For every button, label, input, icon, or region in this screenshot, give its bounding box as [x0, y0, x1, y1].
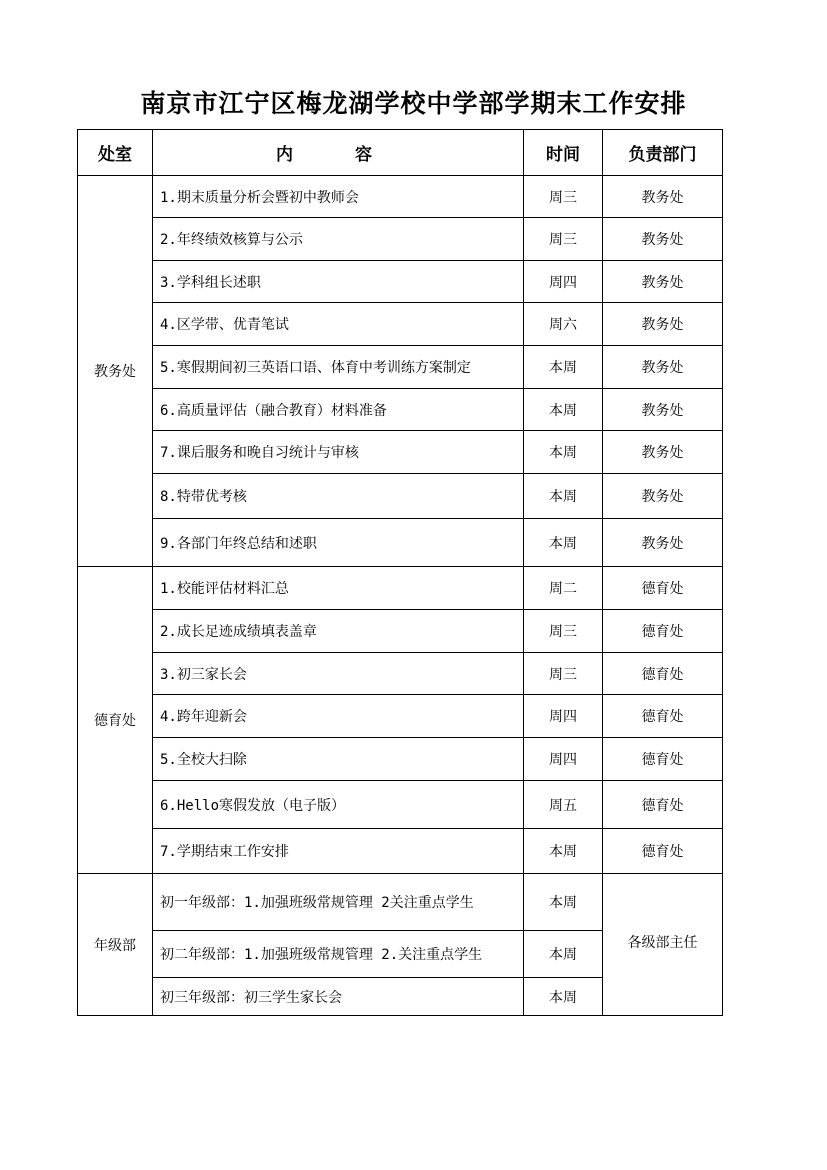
content-cell: 8.特带优考核 — [153, 474, 524, 519]
table-row — [78, 610, 723, 653]
dept-cell: 教务处 — [78, 176, 153, 567]
content-cell: 6.高质量评估（融合教育）材料准备 — [153, 389, 524, 431]
resp-cell: 教务处 — [603, 176, 723, 218]
time-cell: 周三 — [524, 653, 603, 695]
time-cell: 周四 — [524, 695, 603, 738]
resp-cell: 教务处 — [603, 303, 723, 346]
time-cell: 周六 — [524, 303, 603, 346]
time-cell: 周四 — [524, 261, 603, 303]
resp-cell: 教务处 — [603, 218, 723, 261]
header-dept: 处室 — [78, 130, 153, 176]
content-cell: 3.初三家长会 — [153, 653, 524, 695]
resp-cell: 德育处 — [603, 567, 723, 610]
page-title: 南京市江宁区梅龙湖学校中学部学期末工作安排 — [140, 89, 687, 118]
resp-cell: 教务处 — [603, 431, 723, 474]
time-cell: 周三 — [524, 176, 603, 218]
time-cell: 本周 — [524, 874, 603, 931]
table-row — [78, 567, 723, 610]
content-cell: 初三年级部：初三学生家长会 — [153, 978, 524, 1016]
table-row — [78, 653, 723, 695]
content-cell: 初二年级部：1.加强班级常规管理 2.关注重点学生 — [153, 931, 524, 978]
time-cell: 本周 — [524, 389, 603, 431]
time-cell: 本周 — [524, 431, 603, 474]
resp-cell: 德育处 — [603, 695, 723, 738]
table-row — [78, 431, 723, 474]
table-row — [78, 474, 723, 519]
table-row — [78, 346, 723, 389]
time-cell: 本周 — [524, 474, 603, 519]
time-cell: 本周 — [524, 519, 603, 567]
content-cell: 1.校能评估材料汇总 — [153, 567, 524, 610]
table-row — [78, 695, 723, 738]
resp-cell: 德育处 — [603, 738, 723, 781]
resp-cell: 教务处 — [603, 389, 723, 431]
resp-cell: 教务处 — [603, 474, 723, 519]
table-body — [78, 176, 723, 1016]
table-row — [78, 829, 723, 874]
content-cell: 3.学科组长述职 — [153, 261, 524, 303]
dept-cell: 德育处 — [78, 567, 153, 874]
time-cell: 周三 — [524, 218, 603, 261]
table-row — [78, 176, 723, 218]
table-row — [78, 218, 723, 261]
time-cell: 本周 — [524, 829, 603, 874]
content-cell: 7.学期结束工作安排 — [153, 829, 524, 874]
schedule-table — [77, 129, 723, 1016]
content-cell: 5.全校大扫除 — [153, 738, 524, 781]
content-cell: 6.Hello寒假发放（电子版） — [153, 781, 524, 829]
resp-cell: 德育处 — [603, 653, 723, 695]
resp-cell: 教务处 — [603, 261, 723, 303]
table-row — [78, 781, 723, 829]
dept-cell: 年级部 — [78, 874, 153, 1016]
content-cell: 9.各部门年终总结和述职 — [153, 519, 524, 567]
resp-cell: 各级部主任 — [603, 874, 723, 1016]
content-cell: 4.区学带、优青笔试 — [153, 303, 524, 346]
header-resp: 负责部门 — [603, 130, 723, 176]
resp-cell: 德育处 — [603, 781, 723, 829]
content-cell: 1.期末质量分析会暨初中教师会 — [153, 176, 524, 218]
table-header-row — [78, 130, 723, 176]
content-cell: 4.跨年迎新会 — [153, 695, 524, 738]
content-cell: 2.年终绩效核算与公示 — [153, 218, 524, 261]
header-time: 时间 — [524, 130, 603, 176]
content-cell: 5.寒假期间初三英语口语、体育中考训练方案制定 — [153, 346, 524, 389]
resp-cell: 教务处 — [603, 519, 723, 567]
time-cell: 本周 — [524, 346, 603, 389]
time-cell: 周四 — [524, 738, 603, 781]
table-row — [78, 261, 723, 303]
content-cell: 2.成长足迹成绩填表盖章 — [153, 610, 524, 653]
table-row — [78, 389, 723, 431]
table-row — [78, 874, 723, 931]
time-cell: 周三 — [524, 610, 603, 653]
time-cell: 周五 — [524, 781, 603, 829]
header-content: 内 容 — [153, 130, 524, 176]
table-row — [78, 303, 723, 346]
time-cell: 周二 — [524, 567, 603, 610]
content-cell: 7.课后服务和晚自习统计与审核 — [153, 431, 524, 474]
table-row — [78, 519, 723, 567]
resp-cell: 教务处 — [603, 346, 723, 389]
resp-cell: 德育处 — [603, 829, 723, 874]
content-cell: 初一年级部：1.加强班级常规管理 2关注重点学生 — [153, 874, 524, 931]
time-cell: 本周 — [524, 978, 603, 1016]
time-cell: 本周 — [524, 931, 603, 978]
table-row — [78, 738, 723, 781]
resp-cell: 德育处 — [603, 610, 723, 653]
